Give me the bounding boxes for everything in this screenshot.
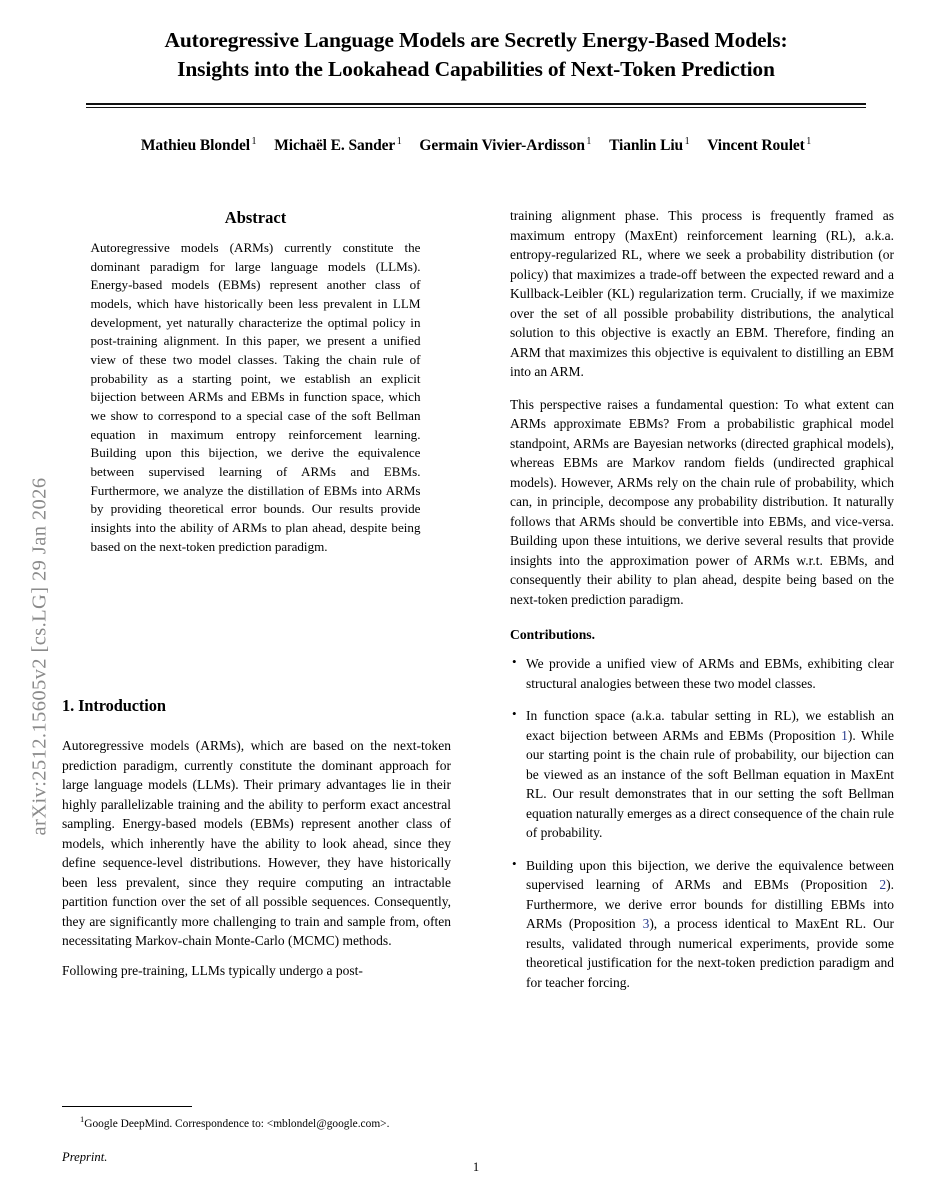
paper-page	[58, 0, 894, 1200]
abstract-heading: Abstract	[224, 208, 287, 227]
author-affiliation-marker: 1	[396, 135, 402, 147]
author-entry	[609, 137, 689, 154]
author-affiliation-marker: 1	[586, 135, 592, 147]
bullet-text-part-2: ). Furthermore, we derive error bounds for distilling EBMs into ARMs (Proposition	[526, 877, 894, 931]
author-entry	[419, 137, 591, 154]
author-entry	[274, 137, 401, 154]
proposition-link[interactable]: 2	[879, 877, 887, 892]
left-column	[58, 206, 453, 1196]
preprint-note: Preprint.	[62, 1149, 108, 1164]
list-item	[510, 654, 894, 693]
two-column-body	[58, 206, 894, 1196]
bullet-text-part-1: We provide a unified view of ARMs and EBMs, exhibiting clear structural analogies between these two model classes.	[526, 656, 894, 691]
page-title	[81, 26, 871, 84]
title-divider	[86, 103, 866, 108]
right-column	[510, 206, 894, 1196]
author-list	[58, 136, 894, 155]
introduction-paragraph-2: Following pre-training, LLMs typically undergo a post-	[62, 962, 363, 978]
list-item	[510, 706, 894, 843]
author-name: Vincent Roulet	[707, 137, 805, 155]
proposition-link[interactable]: 1	[841, 727, 848, 743]
footnote-block	[62, 1106, 451, 1165]
footnote-rule	[62, 1106, 192, 1107]
footnote-marker: 1	[80, 1114, 85, 1125]
footnote-content: Google DeepMind. Correspondence to: <mblondel@google.com>.	[84, 1117, 390, 1130]
list-item	[510, 856, 894, 993]
right-paragraph-1: training alignment phase. This process is frequently framed as maximum entropy (MaxEnt) reinforcement learning (RL), a.k.a. entropy-regularized RL, where we seek a probability distribution (or policy) that maximizes a trade-off between the expected reward and a Kullback-Leibler (KL) regularization term. Crucially, if we maximize over the set of all possible probability distributions, the analytical solution to this objective is exactly an EBM. Therefore, finding an ARM that maximizes this objective is equivalent to distilling an EBM into an ARM.	[510, 208, 894, 379]
contributions-list	[510, 654, 894, 992]
bullet-icon: •	[512, 654, 517, 669]
author-name: Tianlin Liu	[609, 137, 684, 155]
bullet-icon: •	[512, 706, 517, 721]
right-paragraph-2: This perspective raises a fundamental question: To what extent can ARMs approximate EBMs? From a probabilistic graphical model standpoint, ARMs are Bayesian networks (directed graphical models), whereas EBMs are Markov random fields (undirected graphical models). However, ARMs rely on the chain rule of probability, which can, in principle, decompose any probability distribution. It naturally follows that ARMs should be convertible into EBMs, and vice-versa. Building upon these intuitions, we derive several results that provide insights into the approximation power of ARMs w.r.t. EBMs, and consequently their ability to plan ahead, despite being based on the next-token prediction paradigm.	[510, 396, 894, 607]
proposition-link[interactable]: 3	[642, 916, 650, 931]
author-affiliation-marker: 1	[684, 135, 690, 147]
author-affiliation-marker: 1	[806, 135, 812, 147]
footnote-text	[62, 1114, 451, 1132]
author-entry	[707, 137, 811, 154]
bullet-text-part-3: ), a process identical to MaxEnt RL. Our results, validated through numerical experiments, provide some theoretical justification for the next-token prediction paradigm and for teacher forcing.	[526, 916, 894, 990]
author-affiliation-marker: 1	[251, 135, 257, 147]
arxiv-stamp-text: arXiv:2512.15605v2 [cs.LG] 29 Jan 2026	[28, 477, 51, 836]
arxiv-stamp	[0, 0, 52, 1200]
title-line-2: Insights into the Lookahead Capabilities of Next-Token Prediction	[177, 56, 775, 81]
author-name: Mathieu Blondel	[140, 137, 251, 155]
contributions-heading: Contributions.	[510, 627, 595, 642]
title-block	[58, 0, 894, 155]
bullet-text-part-1: Building upon this bijection, we derive the equivalence between supervised learning of ARMs and EBMs (Proposition	[526, 857, 894, 892]
title-line-1: Autoregressive Language Models are Secretly Energy-Based Models:	[164, 28, 788, 52]
divider-thin-rule	[86, 107, 866, 108]
author-entry	[141, 137, 257, 154]
bullet-icon: •	[512, 855, 517, 871]
abstract-text: Autoregressive models (ARMs) currently constitute the dominant paradigm for large language models (LLMs). Energy-based models (EBMs) represent another class of models, which have historically been less prevalent in LLM development, yet naturally characterize the optimal policy in post-training alignment. In this paper, we present a unified view of these two model classes. Taking the chain rule of probability as a starting point, we establish an explicit bijection between ARMs and EBMs in function space, which we show to correspond to a special case of the soft Bellman equation in maximum entropy reinforcement learning. Building upon this bijection, we derive the equivalence between supervised learning of ARMs and EBMs. Furthermore, we analyze the distillation of EBMs into ARMs by providing theoretical error bounds. Our results provide insights into the ability of ARMs to plan ahead, despite being based on the next-token prediction paradigm.	[90, 240, 421, 554]
bullet-text-part-1: In function space (a.k.a. tabular setting in RL), we establish an exact bijection between ARMs and EBMs (Proposition	[526, 708, 894, 743]
introduction-body	[62, 736, 451, 990]
section-heading-introduction: 1. Introduction	[62, 696, 166, 715]
author-name: Michaël E. Sander	[274, 137, 396, 155]
author-name: Germain Vivier-Ardisson	[419, 137, 585, 155]
page-number: 1	[472, 1160, 480, 1174]
introduction-paragraph-1: Autoregressive models (ARMs), which are based on the next-token prediction paradigm, currently constitute the dominant approach for large language models (LLMs). Their primary advantages lie in their highly parallelizable training and the ability to perform exact ancestral sampling. Energy-based models (EBMs) represent another class of models, which inherently have the ability to look ahead, since they define sequence-level distributions. However, they have historically been less prevalent, since they require computing an intractable partition function over the set of all possible sequences. Consequently, they are significantly more challenging to train and sample from, often necessitating Markov-chain Monte-Carlo (MCMC) methods.	[62, 738, 451, 948]
bullet-text-part-2: ). While our starting point is the chain rule of probability, our bijection can be viewed as an instance of the soft Bellman equation in MaxEnt RL. Our result demonstrates that in our setting the soft Bellman equation naturally emerges as a direct consequence of the chain rule of probability.	[526, 727, 894, 840]
